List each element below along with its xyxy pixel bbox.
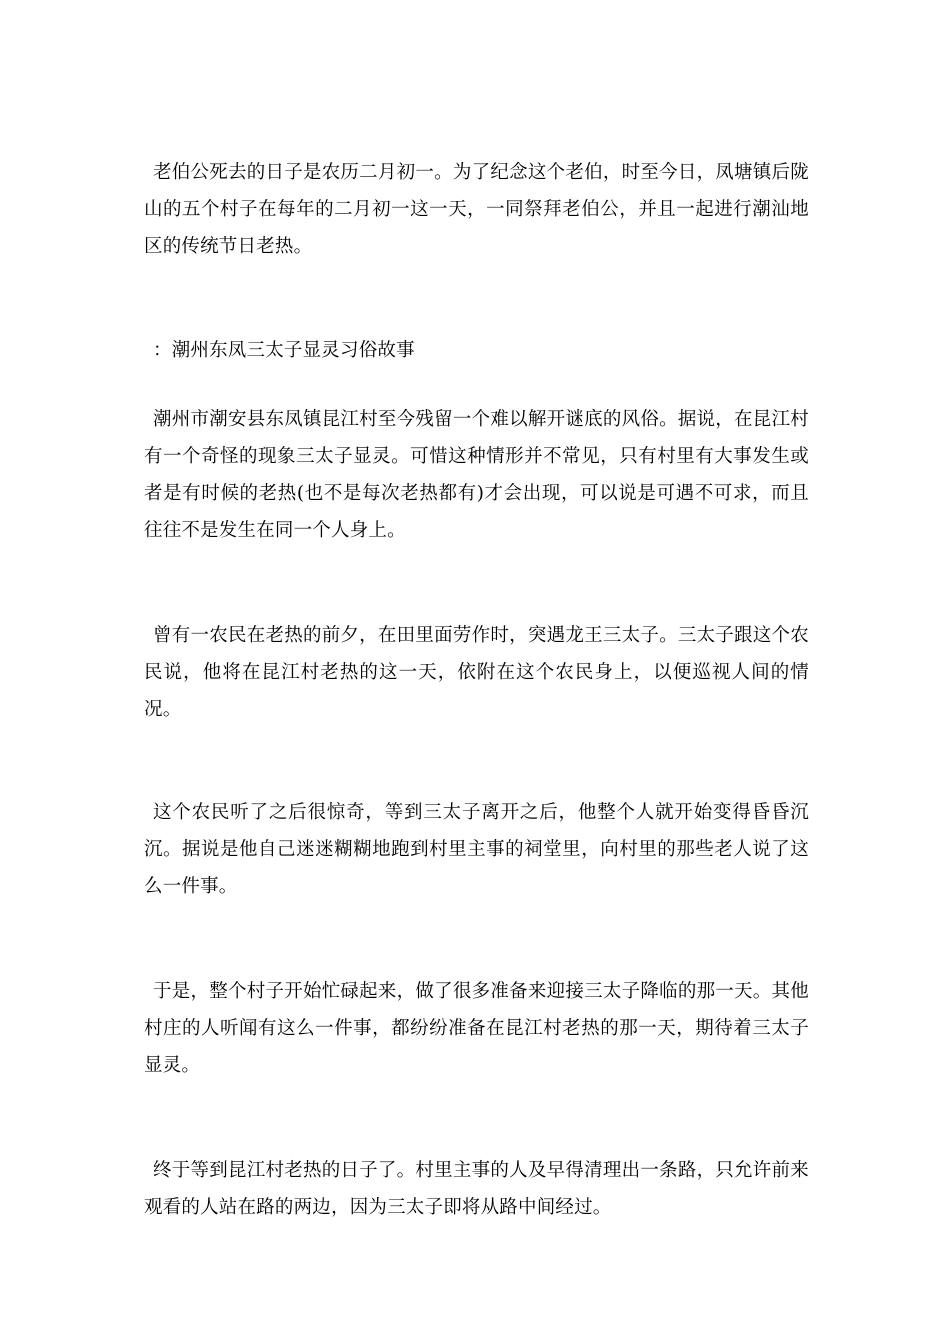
paragraph-custom-intro: 潮州市潮安县东凤镇昆江村至今残留一个难以解开谜底的风俗。据说，在昆江村有一个奇怪的现象三太子显灵。可惜这种情形并不常见，只有村里有大事发生或者是有时候的老热(也不是每次老热都有)才会出现，可以说是可遇不可求，而且往往不是发生在同一个人身上。 — [144, 409, 809, 541]
paragraph-village-preparation: 于是，整个村子开始忙碌起来，做了很多准备来迎接三太子降临的那一天。其他村庄的人听闻有这么一件事，都纷纷准备在昆江村老热的那一天，期待着三太子显灵。 — [144, 981, 809, 1076]
section-heading: ：潮州东凤三太子显灵习俗故事 — [153, 340, 415, 361]
paragraph-farmer-encounter: 曾有一农民在老热的前夕，在田里面劳作时，突遇龙王三太子。三太子跟这个农民说，他将在昆江村老热的这一天，依附在这个农民身上，以便巡视人间的情况。 — [144, 625, 809, 720]
paragraph-festival-day: 终于等到昆江村老热的日子了。村里主事的人及早得清理出一条路，只允许前来观看的人站在路的两边，因为三太子即将从路中间经过。 — [144, 1160, 809, 1218]
paragraph-festival-origin: 老伯公死去的日子是农历二月初一。为了纪念这个老伯，时至今日，凤塘镇后陇山的五个村子在每年的二月初一这一天，一同祭拜老伯公，并且一起进行潮汕地区的传统节日老热。 — [144, 162, 809, 257]
paragraph-farmer-reaction: 这个农民听了之后很惊奇，等到三太子离开之后，他整个人就开始变得昏昏沉沉。据说是他自己迷迷糊糊地跑到村里主事的祠堂里，向村里的那些老人说了这么一件事。 — [144, 802, 809, 897]
